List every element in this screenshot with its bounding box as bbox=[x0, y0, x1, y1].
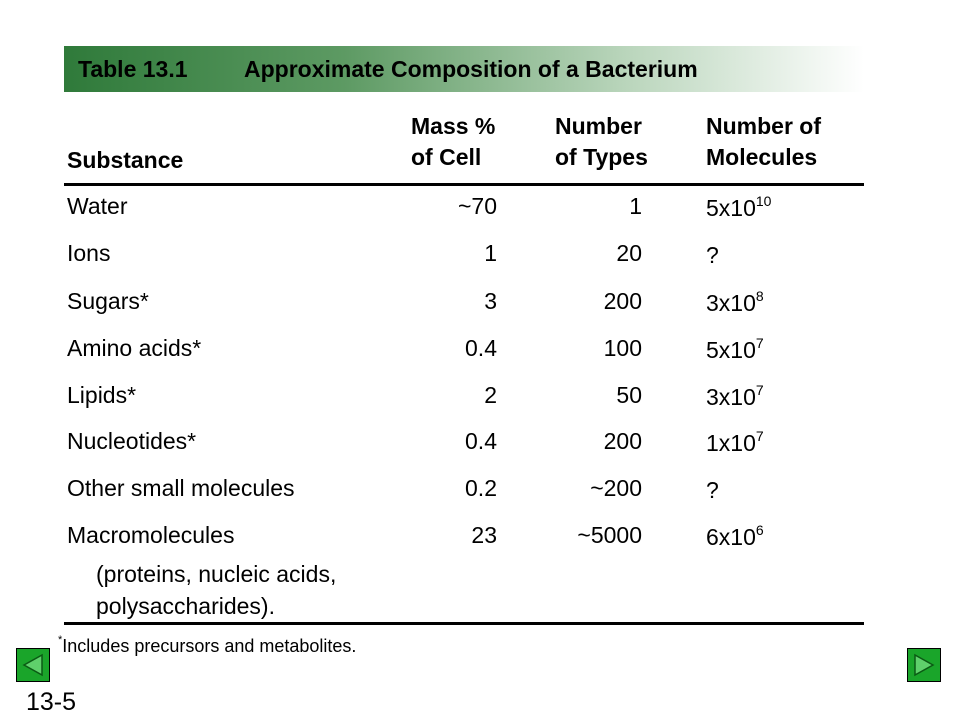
substance-cell: Lipids* bbox=[67, 382, 137, 408]
table-row bbox=[0, 475, 960, 515]
molecules-cell bbox=[706, 522, 764, 551]
macromolecules-detail-line1: (proteins, nucleic acids, bbox=[96, 561, 337, 587]
molecules-exponent: 10 bbox=[755, 193, 772, 209]
molecules-base: ? bbox=[706, 242, 719, 268]
molecules-base: 3x10 bbox=[706, 384, 756, 410]
header-divider bbox=[64, 183, 864, 186]
table-row bbox=[0, 240, 960, 280]
macromolecules-detail-line2: polysaccharides). bbox=[96, 593, 275, 619]
types-cell: 200 bbox=[603, 288, 642, 314]
molecules-cell bbox=[706, 193, 771, 222]
column-header-types bbox=[555, 111, 648, 173]
substance-cell: Other small molecules bbox=[67, 475, 295, 501]
types-cell: 1 bbox=[629, 193, 642, 219]
column-header-molecules-line2: Molecules bbox=[706, 144, 818, 170]
mass-cell: 0.4 bbox=[465, 428, 497, 454]
molecules-base: 5x10 bbox=[706, 337, 756, 363]
molecules-exponent: 7 bbox=[755, 428, 764, 444]
types-cell: 200 bbox=[603, 428, 642, 454]
table-row bbox=[0, 335, 960, 375]
triangle-right-icon bbox=[908, 649, 940, 681]
types-cell: 50 bbox=[616, 382, 642, 408]
column-header-types-line2: of Types bbox=[555, 144, 648, 170]
column-header-molecules bbox=[706, 111, 821, 173]
molecules-base: 6x10 bbox=[706, 524, 756, 550]
molecules-exponent: 7 bbox=[755, 382, 764, 398]
substance-cell: Water bbox=[67, 193, 128, 219]
molecules-cell bbox=[706, 335, 764, 364]
table-row bbox=[0, 382, 960, 422]
table-bottom-rule bbox=[64, 622, 864, 625]
mass-cell: 1 bbox=[484, 240, 497, 266]
table-title: Approximate Composition of a Bacterium bbox=[244, 56, 698, 82]
types-cell: 100 bbox=[603, 335, 642, 361]
footnote-asterisk: * bbox=[58, 634, 63, 646]
slide-number: 13-5 bbox=[26, 688, 77, 716]
mass-cell: 0.4 bbox=[465, 335, 497, 361]
mass-cell: 2 bbox=[484, 382, 497, 408]
substance-cell: Sugars* bbox=[67, 288, 149, 314]
molecules-exponent: 8 bbox=[755, 288, 764, 304]
table-row bbox=[0, 193, 960, 233]
column-header-substance-label: Substance bbox=[67, 147, 184, 173]
column-header-mass bbox=[411, 111, 495, 173]
footnote bbox=[58, 634, 356, 657]
molecules-base: 1x10 bbox=[706, 430, 756, 456]
substance-cell: Nucleotides* bbox=[67, 428, 197, 454]
previous-slide-button[interactable] bbox=[16, 648, 50, 682]
mass-cell: ~70 bbox=[457, 193, 497, 219]
types-cell: ~200 bbox=[590, 475, 642, 501]
molecules-cell bbox=[706, 475, 719, 504]
types-cell: 20 bbox=[616, 240, 642, 266]
table-row bbox=[0, 522, 960, 562]
molecules-base: 5x10 bbox=[706, 195, 756, 221]
substance-cell: Macromolecules bbox=[67, 522, 235, 548]
footnote-text: Includes precursors and metabolites. bbox=[62, 636, 357, 656]
column-header-mass-line2: of Cell bbox=[411, 144, 482, 170]
molecules-cell bbox=[706, 382, 764, 411]
next-slide-button[interactable] bbox=[907, 648, 941, 682]
types-cell: ~5000 bbox=[577, 522, 642, 548]
column-header-types-line1: Number bbox=[555, 113, 642, 139]
table-number: Table 13.1 bbox=[78, 56, 188, 82]
substance-cell: Amino acids* bbox=[67, 335, 202, 361]
molecules-cell bbox=[706, 240, 719, 269]
triangle-left-icon bbox=[17, 649, 49, 681]
molecules-cell bbox=[706, 428, 764, 457]
substance-cell: Ions bbox=[67, 240, 111, 266]
mass-cell: 23 bbox=[471, 522, 497, 548]
molecules-base: ? bbox=[706, 477, 719, 503]
molecules-base: 3x10 bbox=[706, 290, 756, 316]
table-row bbox=[0, 288, 960, 328]
column-header-molecules-line1: Number of bbox=[706, 113, 821, 139]
column-header-mass-line1: Mass % bbox=[411, 113, 496, 139]
column-header-substance bbox=[67, 145, 183, 176]
table-row bbox=[0, 428, 960, 468]
molecules-cell bbox=[706, 288, 764, 317]
molecules-exponent: 7 bbox=[755, 335, 764, 351]
mass-cell: 3 bbox=[484, 288, 497, 314]
molecules-exponent: 6 bbox=[755, 522, 764, 538]
mass-cell: 0.2 bbox=[465, 475, 497, 501]
